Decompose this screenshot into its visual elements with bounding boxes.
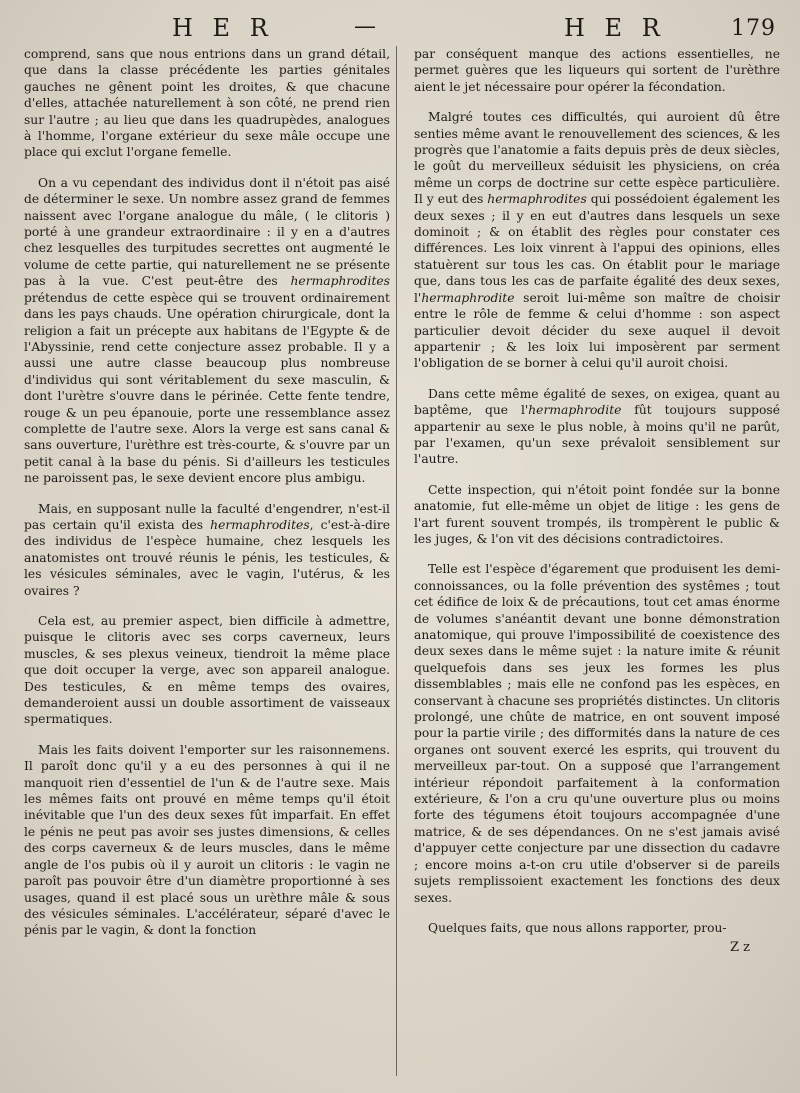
left-paragraph-5: Mais les faits doivent l'emporter sur les raisonnemens. Il paroît donc qu'il y a eu des personnes à qui il ne manquoit rien d'essentiel de l'un & de l'autre sexe. Mais les mêmes faits ont prouvé en même temps qu'il étoit inévitable que l'un des deux sexes fût imparfait. En effet le pénis ne peut pas avoir ses justes dimensions, & celles des corps caverneux & de leurs muscles, dans le même angle de l'os pubis où il y auroit un clitoris : le vagin ne paroît pas pouvoir être d'un diamètre proportionné à ses usages, quand il est placé sous un urèthre mâle & sous des vésicules séminales. L'accélérateur, séparé d'avec le pénis par le vagin, & dont la fonction: [24, 742, 390, 938]
right-p2-italic: hermaphrodites: [487, 192, 587, 207]
running-head-dash: —: [354, 14, 376, 39]
right-p2-italic-2: hermaphrodite: [421, 290, 515, 305]
left-p2-text-b: prétendus de cette espèce qui se trouvent ordinairement dans les pays chauds. Une opération chirurgicale, dont la religion a fait un précepte aux habitans de l'Egypte & de l'Abyssinie, rend cette conjecture assez probable. Il y a aussi une autre classe beaucoup plus nombreuse d'individus qui sont véritablement du sexe masculin, & dont l'urètre s'ouvre dans le périnée. Cette fente tendre, rouge & un peu épanouie, porte une ressemblance assez complette de l'autre sexe. Alors la verge est sans canal & sans ouverture, l'urèthre est très-courte, & s'ouvre par un petit canal à la base du pénis. Si d'ailleurs les testicules ne paroissent pas, le sexe devient encore plus ambigu.: [24, 290, 390, 486]
left-paragraph-2: [24, 175, 390, 487]
right-paragraph-2: [414, 109, 780, 372]
left-paragraph-3: [24, 501, 390, 599]
left-p3-italic: hermaphrodites: [210, 517, 310, 532]
right-paragraph-4: Cette inspection, qui n'étoit point fondée sur la bonne anatomie, fut elle-même un objet de litige : les gens de l'art furent souvent trompés, ils trompèrent le public & les juges, & l'on vit des décisions contradictoires.: [414, 482, 780, 546]
right-p3-text-b: fût toujours supposé appartenir au sexe le plus noble, à moins qu'il ne parût, par l'examen, qu'un sexe prévaloit sensiblement sur l'autre.: [414, 403, 780, 467]
left-p2-text-a: On a vu cependant des individus dont il n'étoit pas aisé de déterminer le sexe. Un nombre assez grand de femmes naissent avec l'organe analogue du mâle, ( le clitoris ) porté à une grandeur extraordinaire : il y en a d'autres chez lesquelles des turpitudes secrettes ont augmenté le volume de cette partie, qui naturellement ne se présente pas à la vue. C'est peut-être des: [24, 175, 390, 289]
right-paragraph-5: Telle est l'espèce d'égarement que produisent les demi-connoissances, ou la folle prévention des systêmes ; tout cet édifice de loix & de précautions, tout cet amas énorme de volumes s'anéantit devant une bonne démonstration anatomique, qui prouve l'impossibilité de coexistence des deux sexes dans le même sujet : la nature imite & réunit quelquefois dans ses jeux les formes les plus dissemblables ; mais elle ne confond pas les espèces, en conservant à chacune ses propriétés distinctes. Un clitoris prolongé, une chûte de matrice, en ont souvent imposé pour la partie virile ; des difformités dans la nature de ces organes ont souvent exercé les esprits, qui trouvent du merveilleux par-tout. On a supposé que l'arrangement intérieur répondoit parfaitement à la conformation extérieure, & l'on a cru qu'une ouverture plus ou moins forte des tégumens étoit toujours accompagnée d'une matrice, & de ses dépendances. On ne s'est jamais avisé d'appuyer cette conjecture par une dissection du cadavre ; encore moins a-t-on cru utile d'observer si de pareils sujets remplissoient exactement les fonctions des deux sexes.: [414, 562, 780, 905]
running-head-left: H E R: [172, 14, 274, 42]
right-paragraph-1: par conséquent manque des actions essentielles, ne permet guères que les liqueurs qui sortent de l'urèthre aient le jet nécessaire pour opérer la fécondation.: [414, 47, 780, 94]
left-p2-italic: hermaphrodites: [290, 274, 390, 289]
left-p3-text-a: Mais, en supposant nulle la faculté d'engendrer, n'est-il pas certain qu'il exista des: [24, 501, 390, 532]
left-p3-text-b: , c'est-à-dire des individus de l'espèce humaine, chez lesquels les anatomistes ont trouvé réunis le pénis, les testicules, & les vésicules séminales, avec le vagin, l'utérus, & les ovaires ?: [24, 517, 390, 598]
left-column: [24, 46, 390, 1086]
running-head: [24, 10, 782, 46]
text-columns: [24, 46, 782, 1086]
column-divider: [396, 46, 397, 1076]
right-p2-text-a: Malgré toutes ces difficultés, qui auroient dû être senties même avant le renouvellement des sciences, & les progrès que l'anatomie a faits depuis près de deux siècles, le goût du merveilleux séduisit les physiciens, on créa même un corps de doctrine sur cette espèce particulière. Il y eut des: [414, 110, 780, 207]
right-column: [414, 46, 780, 1086]
signature-mark: Z z: [729, 940, 750, 956]
right-paragraph-3: [414, 386, 780, 468]
right-p3-text-a: Dans cette même égalité de sexes, on exigea, quant au baptême, que l': [414, 386, 780, 418]
running-head-right: H E R: [564, 14, 666, 42]
left-paragraph-1: comprend, sans que nous entrions dans un grand détail, que dans la classe précédente les parties génitales gauches ne gênent point les droites, & que chacune d'elles, attachée naturellement à son côté, ne prend rien sur l'autre ; au lieu que dans les quadrupèdes, analogues à l'homme, l'organe extérieur du sexe mâle occupe une place qui exclut l'organe femelle.: [24, 47, 390, 160]
left-paragraph-4: Cela est, au premier aspect, bien difficile à admettre, puisque le clitoris avec ses corps caverneux, leurs muscles, & ses plexus veineux, tiendroit la même place que doit occuper la verge, avec son appareil analogue. Des testicules, & en même temps des ovaires, demanderoient aussi un double assortiment de vaisseaux spermatiques.: [24, 614, 390, 727]
page-number: 179: [731, 16, 776, 41]
right-p2-text-b: qui possédoient également les deux sexes ; il y en eut d'autres dans lesquels un sexe dominoit ; & on établit des règles pour constater ces différences. Les loix vinrent à l'appui des opinions, elles statuèrent sur tous les cas. On établit pour le mariage que, dans tous les cas de parfaite égalité des deux sexes, l': [414, 192, 780, 305]
right-paragraph-6: Quelques faits, que nous allons rapporter, prou-: [428, 920, 727, 935]
right-p2-text-c: seroit lui-même son maître de choisir entre le rôle de femme & celui d'homme : son aspect particulier devoit décider du sexe auquel il devoit appartenir ; & les loix lui imposèrent par serment l'obligation de se borner à celui qu'il auroit choisi.: [414, 290, 780, 371]
right-p3-italic: hermaphrodite: [528, 403, 622, 418]
